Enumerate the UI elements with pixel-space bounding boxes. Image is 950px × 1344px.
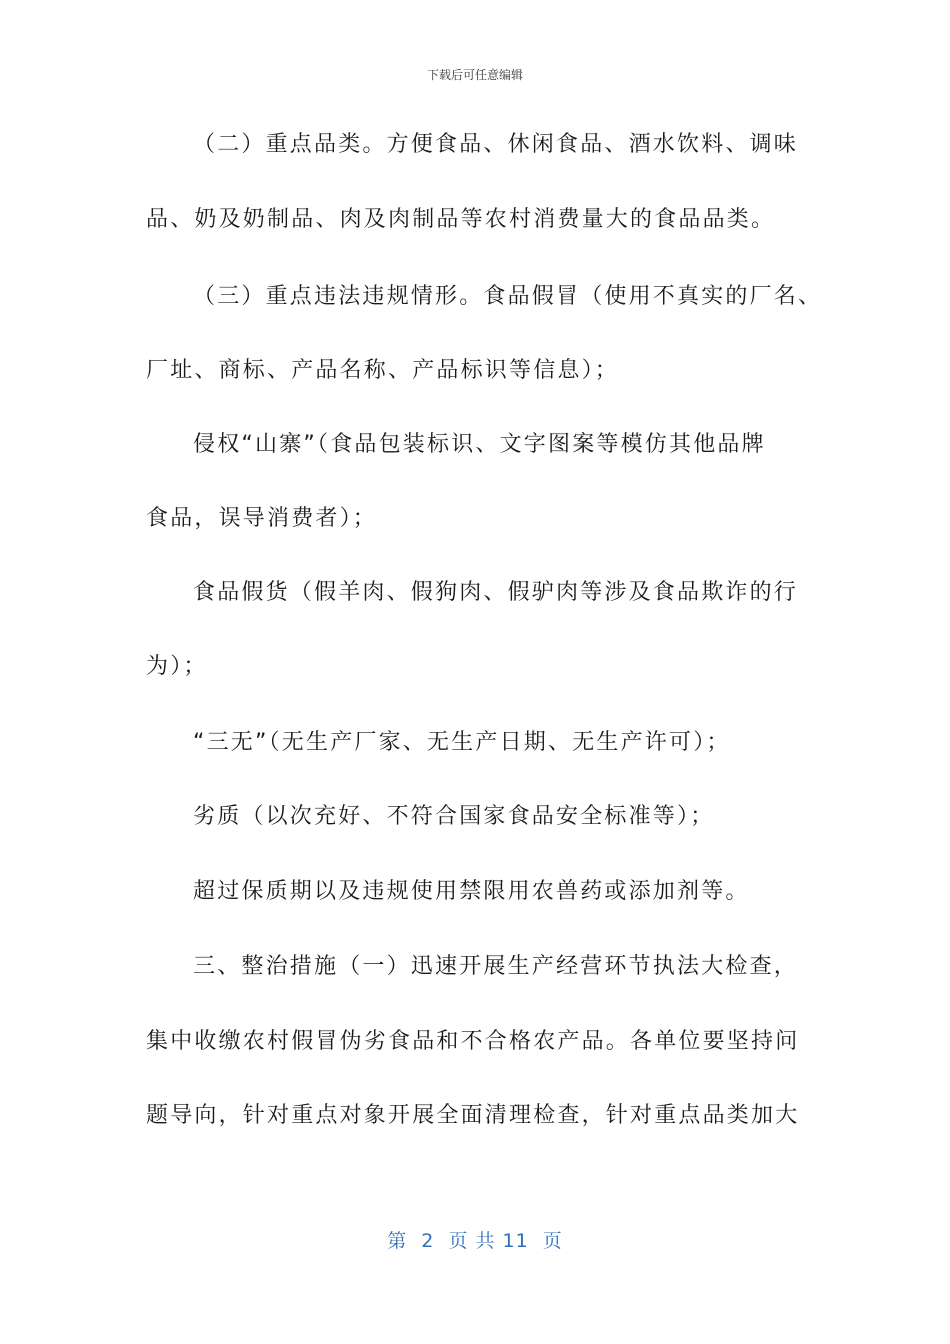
page-number-footer: 第 2 页 共 11 页 — [387, 1230, 563, 1252]
paragraph-line: （三）重点违法违规情形。食品假冒（使用不真实的厂名、 — [193, 284, 823, 309]
paragraph-line: 劣质（以次充好、不符合国家食品安全标准等）； — [193, 804, 715, 829]
paragraph-line: 侵权“山寨”（食品包装标识、文字图案等模仿其他品牌 — [193, 432, 766, 457]
page-header: 下载后可任意编辑 — [426, 68, 523, 82]
paragraph-line: 题导向，针对重点对象开展全面清理检查，针对重点品类加大 — [146, 1103, 800, 1128]
paragraph-line: 为）； — [146, 654, 208, 679]
paragraph-line: 集中收缴农村假冒伪劣食品和不合格农产品。各单位要坚持问 — [146, 1029, 800, 1054]
paragraph-line: 超过保质期以及违规使用禁限用农兽药或添加剂等。 — [193, 879, 750, 904]
paragraph-line: 品、奶及奶制品、肉及肉制品等农村消费量大的食品品类。 — [146, 207, 776, 232]
paragraph-line: 厂址、商标、产品名称、产品标识等信息）； — [146, 358, 620, 383]
paragraph-line: 三、整治措施（一）迅速开展生产经营环节执法大检查， — [193, 954, 799, 979]
paragraph-line: 食品，误导消费者）； — [146, 506, 378, 531]
paragraph-line: “三无”（无生产厂家、无生产日期、无生产许可）； — [193, 730, 731, 755]
paragraph-line: 食品假货（假羊肉、假狗肉、假驴肉等涉及食品欺诈的行 — [193, 580, 799, 605]
paragraph-line: （二）重点品类。方便食品、休闲食品、酒水饮料、调味 — [193, 132, 799, 157]
